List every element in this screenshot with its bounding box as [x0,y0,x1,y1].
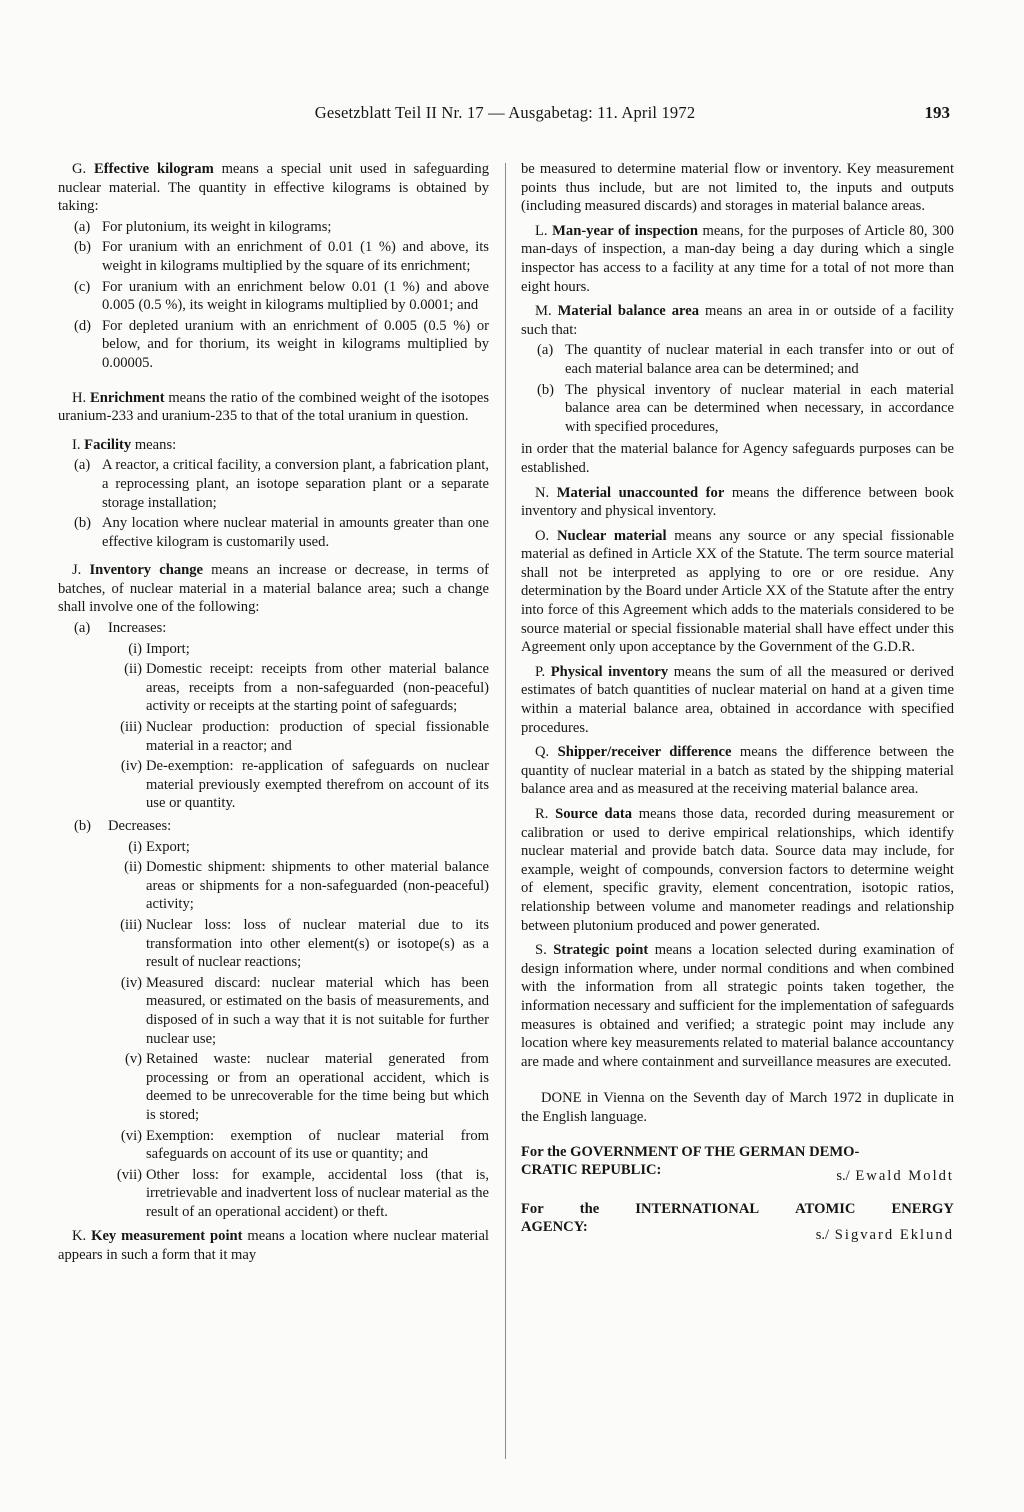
term: Man-year of inspection [552,222,698,239]
definition-J: J. Inventory change means an increase or decrease, in terms of batches, of nuclear material in a material balance area; such a change shall involve one of the following: [58,562,489,616]
list-item: (b) Any location where nuclear material in amounts greater than one effective kilogram is customarily used. [74,515,489,550]
page-header [60,104,950,128]
definition-K-continued: be measured to determine material flow or inventory. Key measurement points thus include, but are not limited to, the inputs and outputs (including measured discards) and storages in material balance areas. [521,161,954,215]
term: Nuclear material [556,527,667,544]
definition-N: N. Material unaccounted for means the difference between book inventory and physical inventory. [521,484,954,520]
term: Effective kilogram [94,161,214,177]
definition-Q: Q. Shipper/receiver difference means the difference between the quantity of nuclear material in a batch as stated by the shipping material balance area and as measured at the receiving material balance area. [521,744,954,798]
signatory-line: CRATIC REPUBLIC: [521,1162,662,1179]
signatory-line: AGENCY: [521,1219,588,1236]
list-item: (a) The quantity of nuclear material in each transfer into or out of each material balance area can be determined; and [537,342,954,377]
definition-H: H. Enrichment means the ratio of the combined weight of the isotopes uranium-233 and uranium-235 to that of the total uranium in question. [58,389,489,425]
sub-item: (ii) Domestic receipt: receipts from other material balance areas, receipts from a non-safeguarded (non-peaceful) activity or receipts at the starting point of safeguards; [124,661,489,715]
definition-R: R. Source data means those data, recorded during measurement or calibration or used to derive empirical relationships, which identify nuclear material and provide batch data. Source data may include, for example, weight of compounds, conversion factors to determine weight of element, specific gravity, element concentration, isotopic ratios, relationship between volume and manometer readings and relationship between plutonium produced and power generated. [521,806,954,934]
term: Material balance area [557,303,700,320]
signatory-line: For the GOVERNMENT OF THE GERMAN DEMO- [521,1143,860,1160]
list-heading: (b) Decreases: [74,818,172,834]
term: Shipper/receiver difference [557,744,732,761]
term: Inventory change [89,562,204,579]
signatory-line: For the INTERNATIONAL ATOMIC ENERGY [521,1200,954,1217]
sub-item: (iii) Nuclear production: production of special fissionable material in a reactor; and [120,719,489,754]
term: Enrichment [89,389,165,406]
sub-item: (v) Retained waste: nuclear material generated from processing or from an operational accident, which is deemed to be unrecoverable for the time being but which is stored; [124,1051,489,1123]
definition-S: S. Strategic point means a location selected during examination of design information where, under normal conditions and when combined with the information from all strategic points taken together, the information necessary and sufficient for the implementation of safeguards measures is obtained and verified; a strategic point may include any location where key measurements related to material balance accountancy are made and where containment and surveillance measures are executed. [521,942,954,1070]
sub-item: (iv) De-exemption: re-application of safeguards on nuclear material previously exempted therefrom on account of its use or quantity. [120,758,489,812]
definition-G: G. Effective kilogram means a special unit used in safeguarding nuclear material. The quantity in effective kilograms is obtained by taking: [58,161,490,215]
signature-block-iaea [521,1200,954,1245]
definition-I: I. Facility means: [72,436,177,453]
signature-name: s./ Sigvard Eklund [815,1227,954,1244]
term: Facility [84,436,132,453]
term: Material unaccounted for [556,484,725,501]
left-column [58,160,489,1265]
sub-item: (iv) Measured discard: nuclear material which has been measured, or estimated on the basis of measurements, and disposed of in such a way that it is not suitable for further nuclear use; [120,974,489,1047]
sub-item: (iii) Nuclear loss: loss of nuclear material due to its transformation into other element(s) or isotope(s) as a result of nuclear reactions; [120,916,489,971]
page-number: 193 [924,103,950,122]
term: Key measurement point [91,1228,243,1245]
sub-item: (i) Export; [128,838,190,855]
sub-item: (vii) Other loss: for example, accidental loss (that is, irretrievable and inadvertent loss of nuclear material as the result of an operational accident) or theft. [116,1166,489,1220]
definition-M-tail: in order that the material balance for Agency safeguards purposes can be established. [521,441,954,476]
definition-M: M. Material balance area means an area in or outside of a facility such that: [521,303,954,338]
signature-block-gdr [521,1143,954,1186]
definition-O: O. Nuclear material means any source or any special fissionable material as defined in Article XX of the Statute. The term source material shall not be interpreted as applying to ore or ore residue. Any determination by the Board under Article XX of the Statute after the entry into force of this Agreement which adds to the materials considered to be source material or special fissionable material shall have effect under this Agreement only upon acceptance by the Government of the G.D.R. [521,527,954,656]
term: Strategic point [553,942,649,959]
list-item: (d) For depleted uranium with an enrichment of 0.005 (0.5 %) or below, and for thorium, its weight in kilograms multiplied by 0.00005. [74,317,489,371]
definition-L: L. Man-year of inspection means, for the purposes of Article 80, 300 man-days of inspection, a man-day being a day during which a single inspector has access to a facility at any time for a total of not more than eight hours. [521,222,954,295]
definition-P: P. Physical inventory means the sum of all the measured or derived estimates of batch quantities of nuclear material on hand at a given time within a material balance area, obtained in accordance with specified procedures. [521,663,954,736]
right-column [521,160,954,1245]
list-heading: (a) Increases: [74,620,167,637]
closing-statement: DONE in Vienna on the Seventh day of March 1972 in duplicate in the English language. [521,1090,954,1125]
definition-K: K. Key measurement point means a location where nuclear material appears in such a form that it may [58,1228,489,1264]
sub-item: (ii) Domestic shipment: shipments to other material balance areas or shipments for a non-safeguarded (non-peaceful) activity; [124,859,489,913]
publication-title: Gesetzblatt Teil II Nr. 17 — Ausgabetag: 11. April 1972 [314,103,696,122]
list-item: (b) The physical inventory of nuclear material in each material balance area can be determined when necessary, in accordance with specified procedures, [537,381,954,435]
sub-item: (i) Import; [128,640,190,657]
list-item: (a) For plutonium, its weight in kilograms; [74,218,332,235]
list-item: (a) A reactor, a critical facility, a conversion plant, a fabrication plant, a reprocessing plant, an isotope separation plant or a separate storage installation; [74,457,489,511]
signature-name: s./ Ewald Moldt [836,1168,954,1185]
term: Source data [555,806,633,822]
sub-item: (vi) Exemption: exemption of nuclear material from safeguards on account of its use or quantity; and [120,1127,489,1163]
list-item: (c) For uranium with an enrichment below 0.01 (1 %) and above 0.005 (0.5 %), its weight in kilograms multiplied by 0.0001; and [74,278,489,314]
term: Physical inventory [550,663,669,680]
list-item: (b) For uranium with an enrichment of 0.01 (1 %) and above, its weight in kilograms multiplied by the square of its enrichment; [74,239,489,274]
column-divider [505,163,506,1459]
